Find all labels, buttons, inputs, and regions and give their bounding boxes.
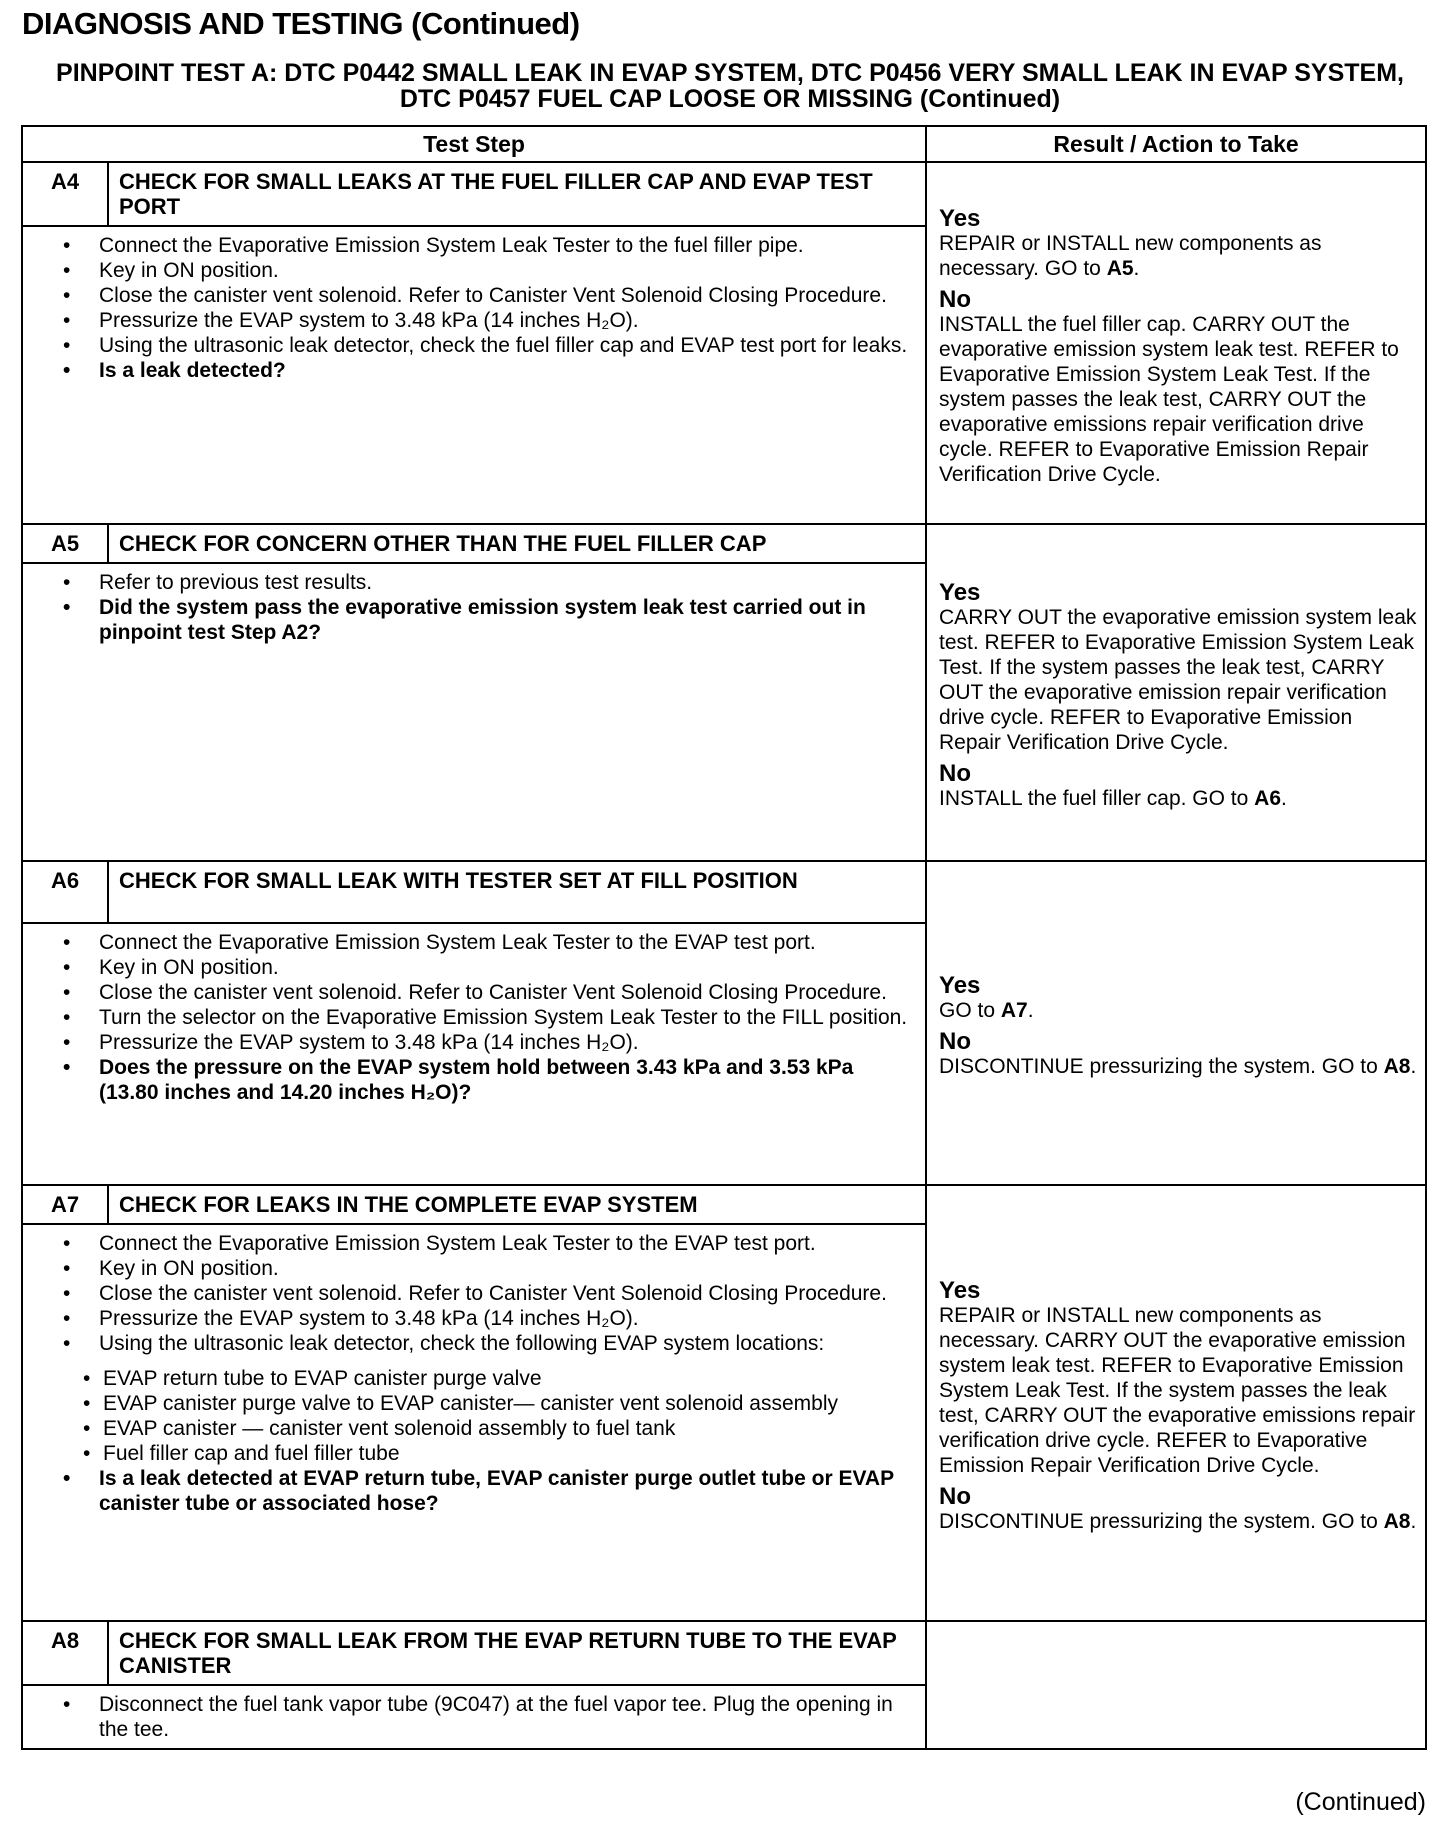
result-label-yes: Yes [939,204,981,232]
step-result-cell [926,524,1426,861]
list-item: • Using the ultrasonic leak detector, check the following EVAP system locations: [63,1331,915,1356]
result-label-no: No [939,1028,972,1055]
step-instructions [22,563,926,861]
step-result-cell [926,162,1426,524]
list-item: • Connect the Evaporative Emission System Leak Tester to the EVAP test port. [63,930,915,955]
bullet-list [63,570,915,645]
list-item: • Refer to previous test results. [63,570,915,595]
step-number: A4 [22,162,108,226]
result-action [939,998,1419,1023]
test-step-table [21,125,1427,1750]
result-action [939,605,1419,755]
step-title: CHECK FOR SMALL LEAK FROM THE EVAP RETURN TUBE TO THE EVAP CANISTER [108,1621,926,1685]
bullet-list [63,1231,915,1516]
step-instructions [22,1685,926,1749]
result-go-to-step: A6 [1254,787,1282,810]
header-test-step: Test Step [22,126,926,162]
list-item: • Disconnect the fuel tank vapor tube (9C047) at the fuel vapor tee. Plug the opening in the tee. [63,1692,915,1742]
list-item: • Close the canister vent solenoid. Refer to Canister Vent Solenoid Closing Procedure. [63,980,915,1005]
result-action [939,1054,1419,1079]
result-action [939,1509,1419,1534]
step-instructions [22,923,926,1185]
step-instructions [22,226,926,524]
step-question: • Does the pressure on the EVAP system hold between 3.43 kPa and 3.53 kPa (13.80 inches and 14.20 inches H₂O)? [63,1055,915,1105]
result-go-to-step: A8 [1383,1510,1411,1533]
sub-list-item: • EVAP canister purge valve to EVAP canister— canister vent solenoid assembly [83,1391,915,1416]
result-text: DISCONTINUE pressurizing the system. GO to [939,1510,1384,1533]
step-result-cell [926,1185,1426,1621]
list-item: • Key in ON position. [63,1256,915,1281]
result-go-to-step: A8 [1383,1055,1411,1078]
result-action [939,786,1419,811]
list-item: • Turn the selector on the Evaporative Emission System Leak Tester to the FILL position. [63,1005,915,1030]
result-label-no: No [939,760,972,787]
result-action [939,312,1419,487]
result-text: REPAIR or INSTALL new components as necessary. CARRY OUT the evaporative emission system leak test. REFER to Evaporative Emission System Leak Test. If the system passes the leak test, CARRY OUT the evaporative emissions repair verification drive cycle. REFER to Evaporative Emission Repair Verification Drive Cycle. [939,1304,1416,1477]
list-item: • Close the canister vent solenoid. Refer to Canister Vent Solenoid Closing Procedure. [63,283,915,308]
result-text: DISCONTINUE pressurizing the system. GO to [939,1055,1384,1078]
pinpoint-test-title: PINPOINT TEST A: DTC P0442 SMALL LEAK IN EVAP SYSTEM, DTC P0456 VERY SMALL LEAK IN EVAP SYSTEM, DTC P0457 FUEL CAP LOOSE OR MISSING (Continued) [56,59,1404,113]
step-number: A5 [22,524,108,563]
result-label-yes: Yes [939,1277,981,1304]
result-action [939,1303,1419,1478]
step-question: • Is a leak detected at EVAP return tube, EVAP canister purge outlet tube or EVAP canister tube or associated hose? [63,1466,915,1516]
step-number: A6 [22,861,108,923]
result-label-no: No [939,285,972,313]
list-item: • Using the ultrasonic leak detector, check the fuel filler cap and EVAP test port for leaks. [63,333,915,358]
sub-list-item: • Fuel filler cap and fuel filler tube [83,1441,915,1466]
result-text: GO to [939,999,1001,1022]
step-instructions [22,1224,926,1621]
step-number: A7 [22,1185,108,1224]
bullet-list [63,233,915,383]
result-label-no: No [939,1483,972,1510]
result-text: INSTALL the fuel filler cap. CARRY OUT the evaporative emission system leak test. REFER to Evaporative Emission System Leak Test. If the system passes the leak test, CARRY OUT the evaporative emissions repair verification drive cycle. REFER to Evaporative Emission Repair Verification Drive Cycle. [939,312,1399,486]
list-item: • Connect the Evaporative Emission System Leak Tester to the fuel filler pipe. [63,233,915,258]
result-text: REPAIR or INSTALL new components as necessary. GO to [939,231,1322,280]
list-item: • Pressurize the EVAP system to 3.48 kPa (14 inches H₂O). [63,1306,915,1331]
step-question: • Did the system pass the evaporative emission system leak test carried out in pinpoint test Step A2? [63,595,915,645]
result-text-end: . [1027,999,1034,1022]
continued-label: (Continued) [1295,1788,1426,1816]
list-item: • Key in ON position. [63,258,915,283]
bullet-list [63,1692,915,1742]
step-title-row [22,861,1426,923]
result-text: CARRY OUT the evaporative emission system leak test. REFER to Evaporative Emission System Leak Test. If the system passes the leak test, CARRY OUT the evaporative emission repair verification drive cycle. REFER to Evaporative Emission Repair Verification Drive Cycle. [939,606,1417,754]
step-title-row [22,1185,1426,1224]
result-text-end: . [1410,1055,1417,1078]
list-item: • Pressurize the EVAP system to 3.48 kPa (14 inches H₂O). [63,1030,915,1055]
sub-list-item: • EVAP return tube to EVAP canister purge valve [83,1366,915,1391]
list-item: • Key in ON position. [63,955,915,980]
list-item: • Close the canister vent solenoid. Refer to Canister Vent Solenoid Closing Procedure. [63,1281,915,1306]
sub-list-item: • EVAP canister — canister vent solenoid assembly to fuel tank [83,1416,915,1441]
step-result-cell [926,1621,1426,1749]
result-go-to-step: A7 [1000,999,1028,1022]
step-number: A8 [22,1621,108,1685]
header-result-action: Result / Action to Take [926,126,1426,162]
bullet-list [63,930,915,1105]
result-text: INSTALL the fuel filler cap. GO to [939,787,1255,810]
result-text-end: . [1281,787,1287,810]
step-title-row [22,162,1426,226]
step-title: CHECK FOR SMALL LEAK WITH TESTER SET AT FILL POSITION [108,861,926,923]
step-title-row [22,1621,1426,1685]
list-item: • Pressurize the EVAP system to 3.48 kPa (14 inches H₂O). [63,308,915,333]
step-title: CHECK FOR SMALL LEAKS AT THE FUEL FILLER CAP AND EVAP TEST PORT [108,162,926,226]
result-label-yes: Yes [939,972,981,999]
step-title-row [22,524,1426,563]
result-text-end: . [1410,1510,1417,1533]
step-question: • Is a leak detected? [63,358,915,383]
step-title: CHECK FOR LEAKS IN THE COMPLETE EVAP SYSTEM [108,1185,926,1224]
list-item: • Connect the Evaporative Emission System Leak Tester to the EVAP test port. [63,1231,915,1256]
result-go-to-step: A5 [1106,256,1134,280]
result-text-end: . [1133,256,1140,280]
result-label-yes: Yes [939,579,981,606]
step-title: CHECK FOR CONCERN OTHER THAN THE FUEL FILLER CAP [108,524,926,563]
page-title: DIAGNOSIS AND TESTING (Continued) [22,6,580,41]
step-result-cell [926,861,1426,1185]
result-action [939,231,1419,281]
